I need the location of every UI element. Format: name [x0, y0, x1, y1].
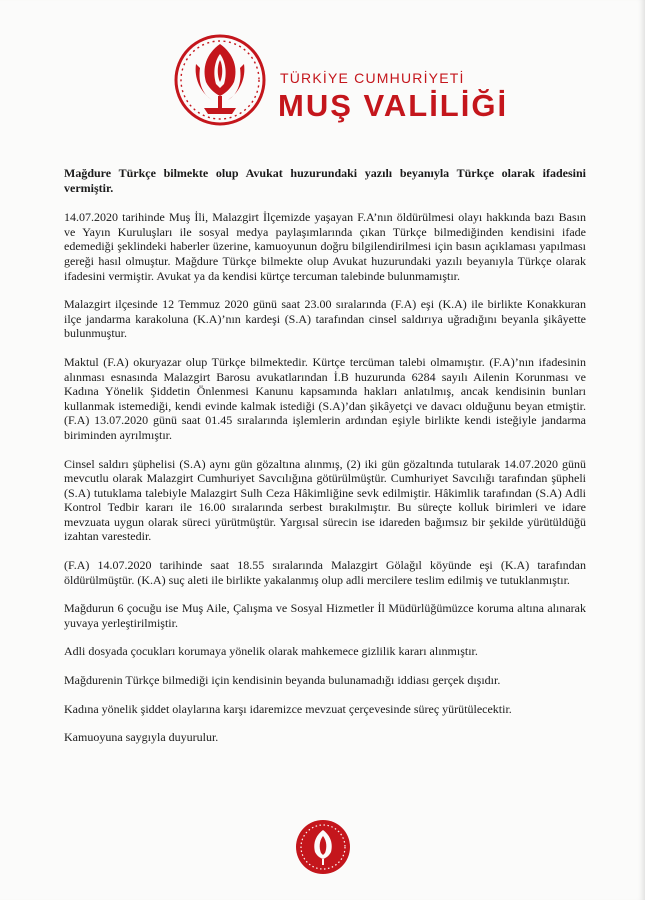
brand-main-title: MUŞ VALİLİĞİ — [278, 88, 509, 123]
paragraph: Cinsel saldırı şüphelisi (S.A) aynı gün gözaltına alınmış, (2) iki gün gözaltında tutularak 14.07.2020 günü mevcutlu olarak Malazgirt Cumhuriyet Savcılığına götürülmüştür. Cumhuriyet Savcılığı tarafından şüpheli (S.A) tutuklama talebiyle Malazgirt Sulh Ceza Hâkimliğine sevk edilmiştir. Hâkimlik tarafından (S.A) Adli Kontrol Tedbir kararı ile 16.00 sıralarında serbest bırakılmıştır. Bu süreçte kolluk birimleri ve idare mevzuata uygun olarak süreci yürütmüştür. Yargısal sürecin ise idareden bağımsız bir şekilde yürütüldüğü izahtan varestedir. — [64, 456, 586, 544]
letterhead — [172, 24, 509, 139]
seal-icon — [294, 818, 352, 876]
paragraph: 14.07.2020 tarihinde Muş İli, Malazgirt İlçemizde yaşayan F.A’nın öldürülmesi olayı hakkında bazı Basın ve Yayın Kuruluşları ile sosyal medya paylaşımlarında çıkan Türkçe bilmediğinden kendisini ifade edemediği şeklindeki haberler üzerine, kamuoyunun doğru bilgilendirilmesi için basın açıklaması yapılması gereği hasıl olmuştur. Mağdure Türkçe bilmekte olup Avukat huzurundaki yazılı beyanıyla Türkçe olarak ifadesini vermiştir. Avukat ya da kendisi kürtçe tercuman talebinde bulunmamıştır. — [64, 210, 586, 283]
document-body — [64, 166, 586, 759]
document-title: Mağdure Türkçe bilmekte olup Avukat huzurundaki yazılı beyanıyla Türkçe olarak ifadesini vermiştir. — [64, 166, 586, 195]
paragraph: Adli dosyada çocukları korumaya yönelik olarak mahkemece gizlilik kararı alınmıştır. — [64, 644, 478, 659]
brand-top-line: TÜRKİYE CUMHURİYETİ — [280, 70, 465, 86]
tulip-emblem-icon — [172, 24, 268, 136]
paragraph: Maktul (F.A) okuryazar olup Türkçe bilmektedir. Kürtçe tercüman talebi olmamıştır. (F.A)’nın ifadesinin alınması esnasında Malazgirt Barosu avukatlarından İ.B huzurunda 6284 sayılı Ailenin Korunması ve Kadına Yönelik Şiddetin Önlenmesi Kanunu kapsamında hakları anlatılmış, ancak kendisinin bunları kullanmak istemediği, kendi evinde kalmak istediği (S.A)’dan şikâyetçi ve davacı olduğunu beyan etmiştir. (F.A) 13.07.2020 günü saat 01.45 sıralarında işlemlerin ardından eşiyle birlikte kendi isteğiyle jandarma biriminden ayrılmıştır. — [64, 354, 586, 442]
paragraph: Malazgirt ilçesinde 12 Temmuz 2020 günü saat 23.00 sıralarında (F.A) eşi (K.A) ile birlikte Konakkuran ilçe jandarma karakoluna (K.A)’nın kardeşi (S.A) tarafından cinsel saldırıya uğradığını beyanla şikâyette bulunmuştur. — [64, 297, 586, 341]
paragraph: (F.A) 14.07.2020 tarihinde saat 18.55 sıralarında Malazgirt Gölağıl köyünde eşi (K.A) tarafından öldürülmüştür. (K.A) suç aleti ile birlikte yakalanmış olup adli mercilere teslim edilmiş ve tutuklanmıştır. — [64, 558, 586, 587]
closing-line: Kamuoyuna saygıyla duyurulur. — [64, 730, 219, 745]
paragraph: Kadına yönelik şiddet olaylarına karşı idaremizce mevzuat çerçevesinde süreç yürütülecektir. — [64, 701, 512, 716]
paragraph: Mağdurun 6 çocuğu ise Muş Aile, Çalışma ve Sosyal Hizmetler İl Müdürlüğümüzce koruma altına alınarak yuvaya yerleştirilmiştir. — [64, 601, 586, 630]
paragraph: Mağdurenin Türkçe bilmediği için kendisinin beyanda bulunamadığı iddiası gerçek dışıdır. — [64, 673, 501, 688]
